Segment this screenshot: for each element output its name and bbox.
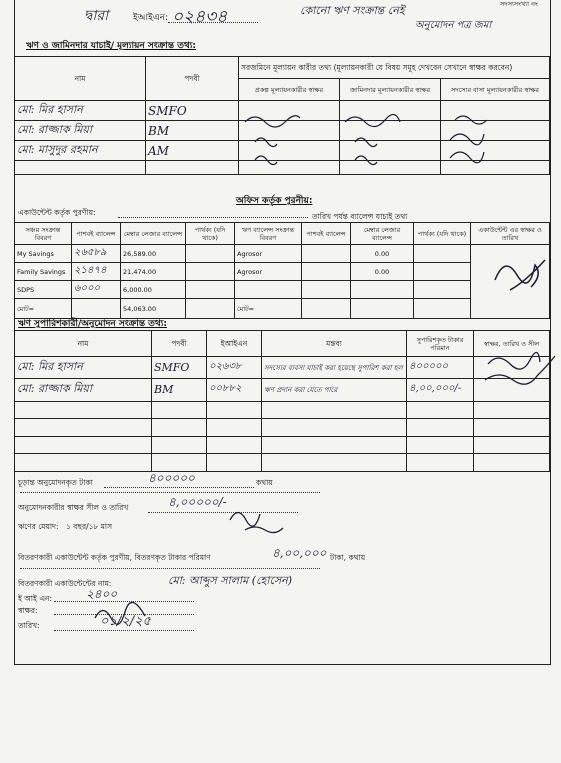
header-handwriting: দ্বারা [84, 8, 109, 24]
row-name: মো: মাসুদুর রহমান [15, 141, 146, 161]
table-row [15, 379, 550, 401]
disbursement-label: বিতরণকারী একাউন্টেন্ট কর্তৃক পুরণীয়, বিতরণকৃত টাকার পরিমাণ [18, 553, 211, 562]
total-label-2: মোট= [235, 299, 302, 319]
col-project-evaluator: প্রকল্প মূল্যায়নকারীর স্বাক্ষর [239, 79, 340, 101]
passbook-value: ২১৪৭৪ [72, 263, 121, 281]
header-right-handwriting: কোনো ঋণ সংক্রান্ত নেই [300, 4, 405, 17]
col-home-evaluator: সদস্যের বাসা মূল্যায়নকারীর স্বাক্ষর [441, 79, 550, 101]
accountant-ein-value: ২৪০০ [86, 587, 118, 601]
accountant-fill-label: একাউন্টেন্ট কর্তৃক পুরণীয়: [18, 208, 96, 217]
col-evaluator-group: সরজমিনে মূল্যায়ন কারীর তথ্য (মূল্যায়নকারী যে বিষয় সমূহ দেখবেন সেখানে স্বাক্ষর করবেন) [239, 57, 550, 79]
col-loan-passbook: পাশবই ব্যালেন্স [302, 223, 351, 245]
savings-label: My Savings [15, 245, 72, 263]
loan-ledger-value [351, 281, 414, 299]
balance-verify-label: তারিখ পর্যন্ত ব্যালেন্স যাচাই তথ্য [312, 212, 408, 221]
total-label: মোট= [15, 299, 72, 319]
ledger-value: 21,474.00 [121, 263, 186, 281]
approved-amount-label: চূড়ান্ত অনুমোদনকৃত টাকা [18, 478, 93, 487]
col-post: পদবী [152, 331, 207, 357]
loan-type: Agrosor [235, 263, 302, 281]
total-ledger: 54,063.00 [121, 299, 186, 319]
accountant-ein-label: ই আই এন: [18, 594, 53, 603]
row-name: মো: রাজ্জাক মিয়া [15, 121, 146, 141]
approved-amount-value: ৪০০০০০ [148, 471, 195, 485]
loan-type: Agrosor [235, 245, 302, 263]
row-post: AM [146, 141, 239, 161]
balance-table [14, 222, 550, 319]
approver-value: ৪,০০০০০/- [168, 495, 227, 509]
recommender-post: BM [152, 379, 207, 401]
table-row [15, 263, 550, 281]
approver-signature [225, 500, 305, 540]
recommender-ein: ০২৬৩৮ [207, 357, 262, 379]
row-name: মো: মির হাসান [15, 101, 146, 121]
col-recommended-amount: সুপারিশকৃত টাকার পরিমান [407, 331, 474, 357]
recommender-ein: ০০৮৮২ [207, 379, 262, 401]
recommended-amount: ৪০০০০০ [407, 357, 474, 379]
tenure-label: ঋণের মেয়াদ: [18, 522, 59, 531]
accountant-name-value: মো: আব্দুস সালাম (হোসেন) [168, 574, 292, 587]
ledger-value: 26,589.00 [121, 245, 186, 263]
date-line [54, 630, 194, 631]
savings-label: SDPS [15, 281, 72, 299]
disbursement-amount: ৪,০০,০০০ [272, 546, 327, 560]
in-words-line [20, 492, 320, 493]
col-name: নাম [15, 57, 146, 101]
recommended-amount: ৪,০০,০০০/- [407, 379, 474, 401]
col-comment: মন্তব্য [262, 331, 407, 357]
approver-label: অনুমোদনকারীর স্বাক্ষর সীল ও তারিখ [18, 503, 129, 512]
passbook-value: ২৬৫৮৯ [72, 245, 121, 263]
loan-type [235, 281, 302, 299]
accountant-signature [490, 250, 560, 300]
col-ein: ইআইএন [207, 331, 262, 357]
recommender-name: মো: রাজ্জাক মিয়া [15, 379, 152, 401]
col-loan-desc: ঋণ ব্যালেন্স সংক্রান্ত বিবরণ [235, 223, 302, 245]
col-name: নাম [15, 331, 152, 357]
disbursement-words-line [20, 568, 320, 569]
col-passbook-balance: পাশবই ব্যালেন্স [72, 223, 121, 245]
col-post: পদবী [146, 57, 239, 101]
row-post: BM [146, 121, 239, 141]
corner-text: সদস্যসংখ্যা নং [500, 0, 538, 8]
section3-title: ঋণ সুপারিশকারী/অনুমোদন সংক্রান্ত তথ্য: [18, 319, 167, 329]
date-label: তারিখ: [18, 621, 40, 630]
loan-ledger-value: 0.00 [351, 263, 414, 281]
row-post: SMFO [146, 101, 239, 121]
sign-label: স্বাক্ষর: [18, 606, 38, 615]
loan-ledger-value: 0.00 [351, 245, 414, 263]
header-right-handwriting-2: অনুমোদন পত্র জমা [415, 20, 492, 31]
savings-label: Family Savings [15, 263, 72, 281]
evaluator-signatures [240, 110, 540, 170]
recommendation-signatures [480, 350, 560, 410]
col-loan-ledger: মেম্বার লেজার ব্যালেন্স [351, 223, 414, 245]
passbook-value: ৬০০০ [72, 281, 121, 299]
id-underline [168, 22, 258, 23]
section1-title: ঋণ ও জামিনদার যাচাই/ মূল্যায়ন সংক্রান্ত তথ্য: [26, 41, 196, 51]
col-guarantor-evaluator: জামিনদার মূল্যায়নকারীর স্বাক্ষর [340, 79, 441, 101]
recommender-name: মো: মির হাসান [15, 357, 152, 379]
id-label: ইআইএন: [133, 13, 169, 23]
date-value: ০১/২/২৫ [100, 614, 151, 629]
recommender-post: SMFO [152, 357, 207, 379]
col-accountant-sign: একাউন্টেন্ট এর স্বাক্ষর ও তারিখ [471, 223, 550, 245]
col-ledger-balance: মেম্বার লেজার ব্যালেন্স [121, 223, 186, 245]
col-sign-date-seal: স্বাক্ষর, তারিখ ও সীল [474, 331, 550, 357]
accountant-name-label: বিতরণকারী একাউন্টেন্টের নাম: [18, 579, 112, 588]
table-row [15, 245, 550, 263]
col-difference: পার্থক্য (যদি থাকে) [186, 223, 235, 245]
recommendation-table [14, 330, 550, 472]
table-row [15, 357, 550, 379]
recommender-comment: সদস্যের ব্যবসা যাচাই করা হয়েছে সুপারিশ করা হল [262, 357, 407, 379]
accountant-fill-line [118, 217, 308, 218]
ledger-value: 6,000.00 [121, 281, 186, 299]
recommender-comment: ঋণ প্রদান করা যেতে পারে [262, 379, 407, 401]
approved-amount-line [104, 487, 254, 488]
section2-title: অফিস কর্তৃক পুরনীয়: [236, 196, 313, 206]
tenure-value: ১ বছর/১৮ মাস [66, 522, 113, 531]
id-value: ০২৪৩৪ [172, 7, 228, 27]
col-savings-desc: সঞ্চয় সংক্রান্ত বিবরণ [15, 223, 72, 245]
disbursement-suffix: টাকা, কথায় [330, 553, 366, 562]
col-loan-difference: পার্থক্য (যদি থাকে) [414, 223, 471, 245]
table-row [15, 281, 550, 299]
in-words-label: কথায় [256, 478, 273, 487]
